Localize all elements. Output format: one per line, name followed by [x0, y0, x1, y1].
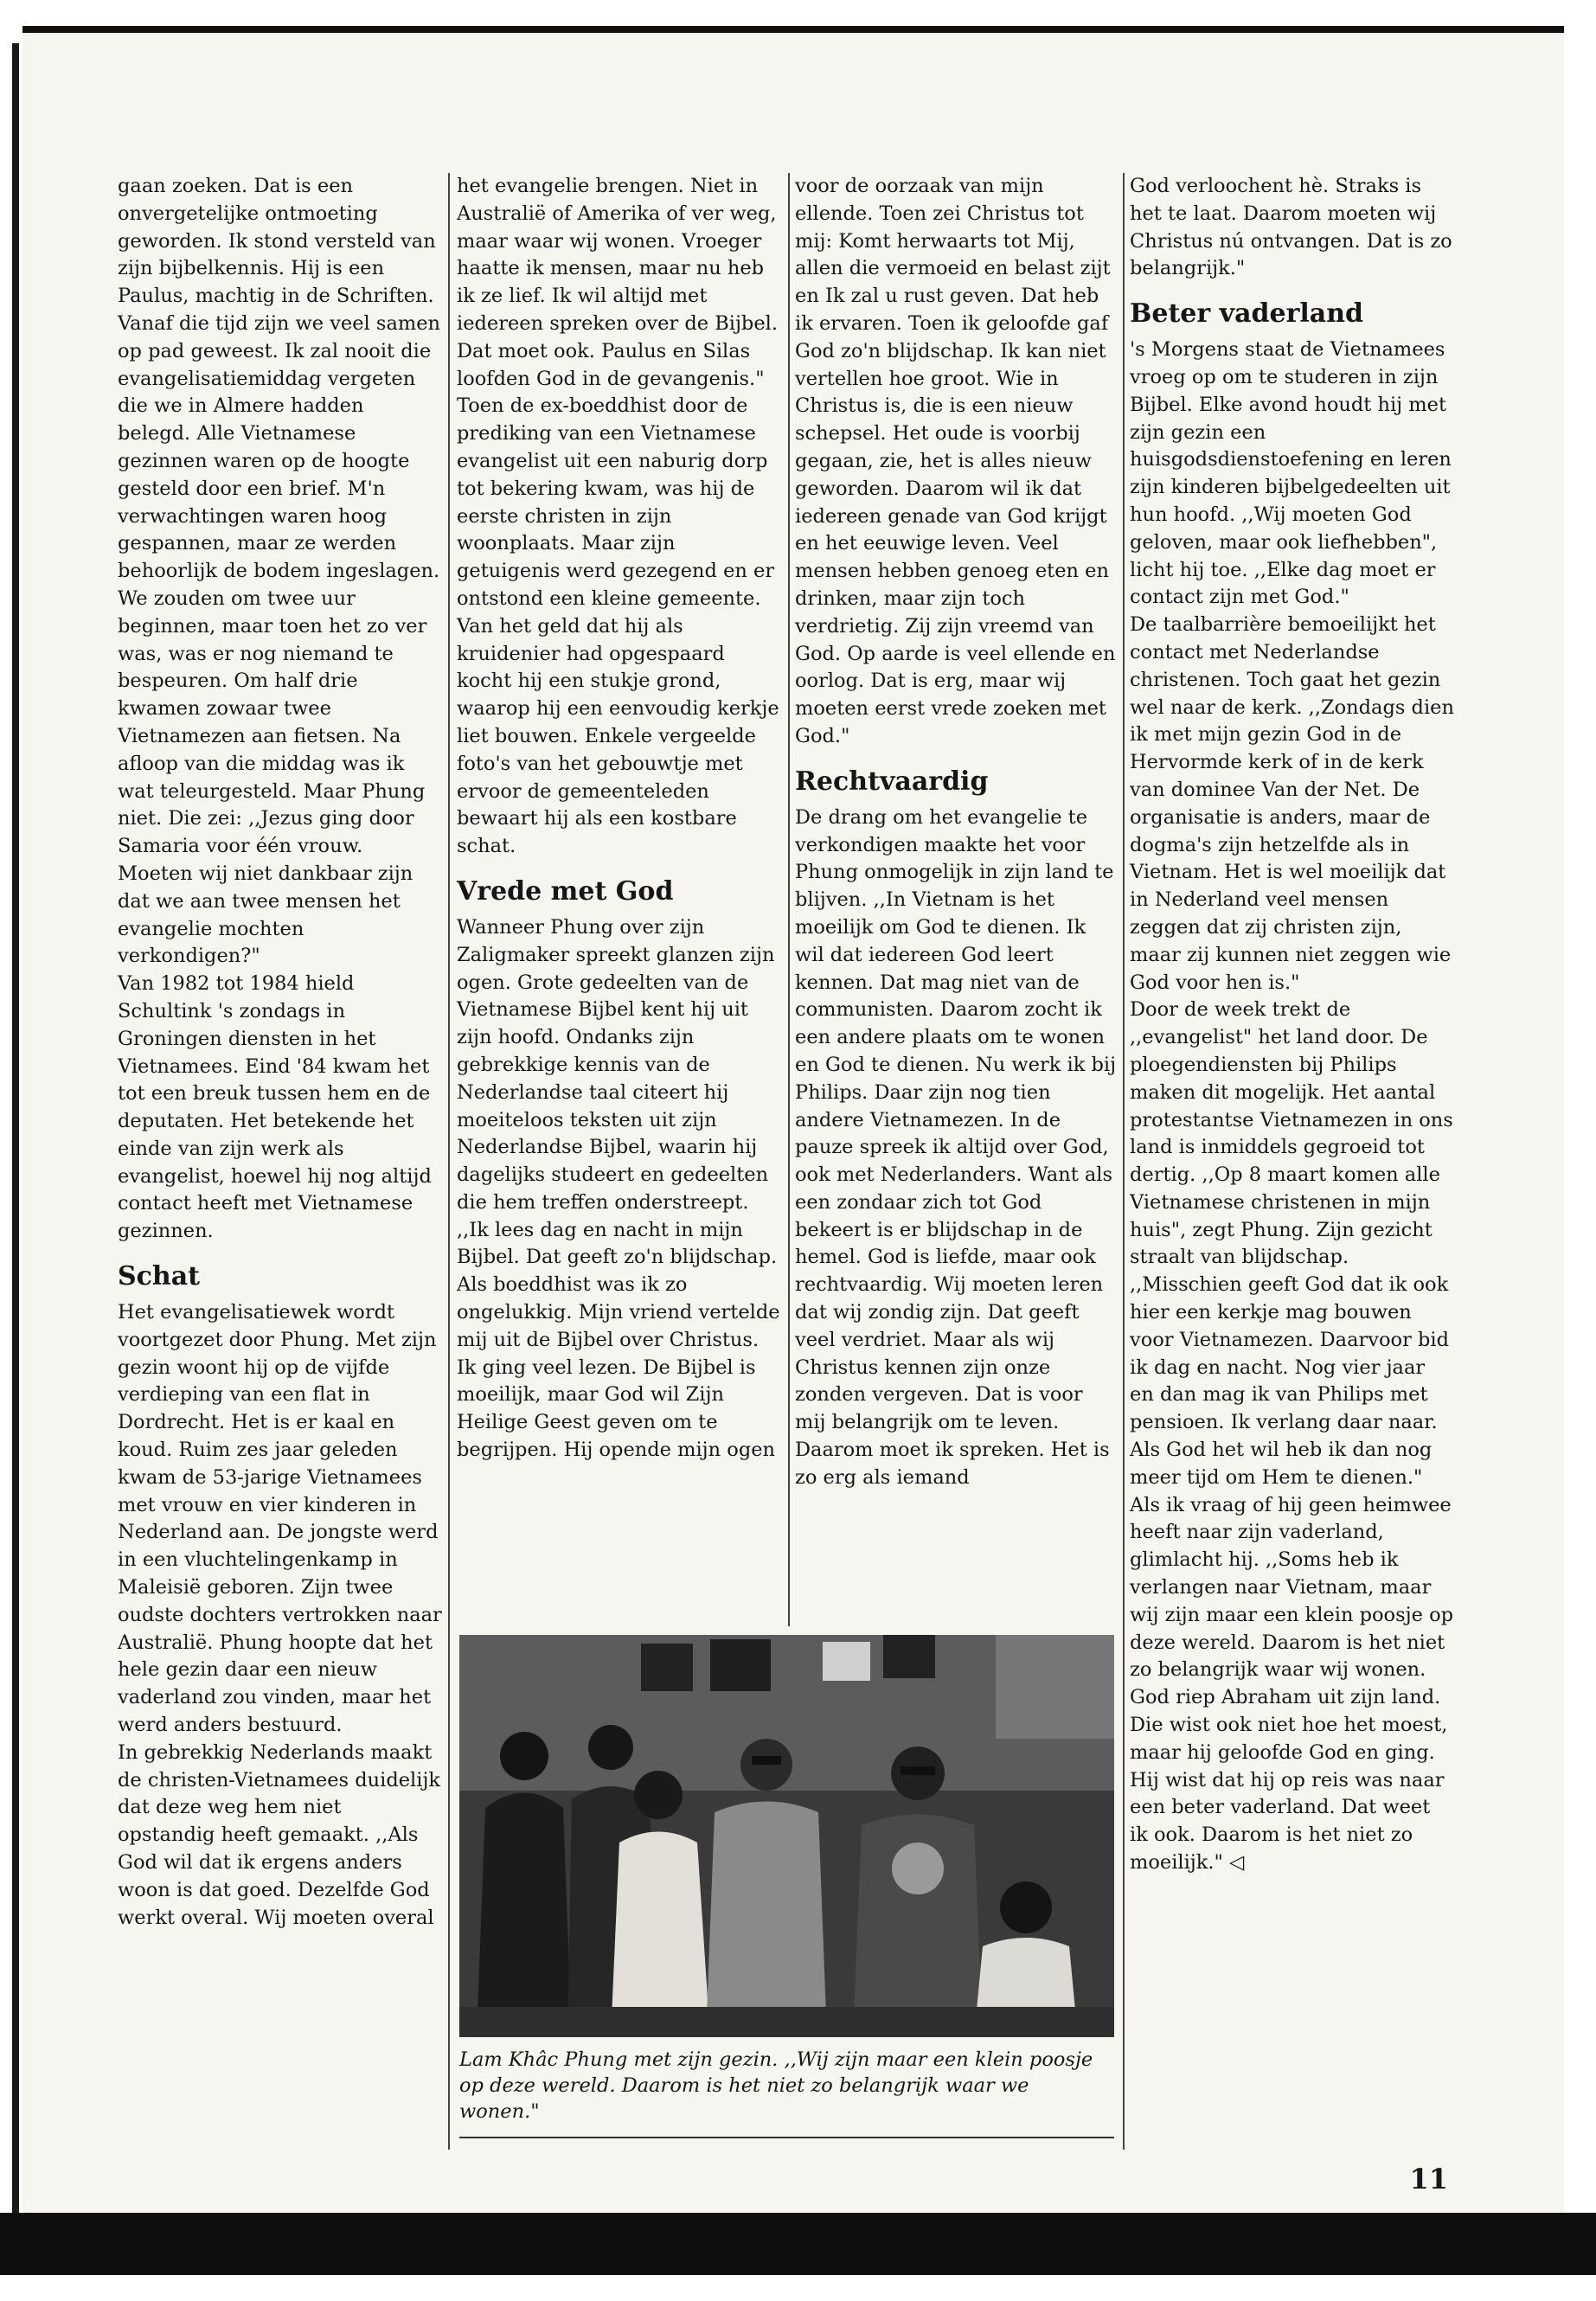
- caption-rule: [459, 2137, 1114, 2138]
- column-divider: [1123, 173, 1125, 2150]
- paragraph: God verloochent hè. Straks is het te laat. Daarom moeten wij Christus nú ontvangen. Dat is zo belangrijk.": [1130, 175, 1452, 280]
- paragraph: het evangelie brengen. Niet in Australië of Amerika of ver weg, maar waar wij wonen. Vroeger haatte ik mensen, maar nu heb ik ze lief. Ik wil altijd met iedereen spreken over de Bijbel. Dat moet ook. Paulus en Silas loofden God in de gevangenis.": [457, 175, 778, 390]
- paragraph: gaan zoeken. Dat is een onvergetelijke ontmoeting geworden. Ik stond versteld van zijn bijbelkennis. Hij is een Paulus, machtig in de Schriften.: [118, 175, 436, 308]
- magazine-page: [22, 26, 1564, 2239]
- column-4: [1130, 173, 1454, 1877]
- subheading-vrede: Vrede met God: [457, 875, 674, 907]
- paragraph: Van 1982 tot 1984 hield Schultink 's zondags in Groningen diensten in het Vietnamees. Eind '84 kwam het tot een breuk tussen hem en de deputaten. Het betekende het einde van zijn werk als evangelist, hoewel hij nog altijd contact heeft met Vietnamese gezinnen.: [118, 972, 432, 1243]
- paragraph: Het evangelisatiewek wordt voortgezet door Phung. Met zijn gezin woont hij op de vijfde verdieping van een flat in Dordrecht. Het is er kaal en koud. Ruim zes jaar geleden kwam de 53-jarige Vietnamees met vrouw en vier kinderen in Nederland aan. De jongste werd in een vluchtelingenkamp in Maleisië geboren. Zijn twee oudste dochters vertrokken naar Australië. Phung hoopte dat het hele gezin daar een nieuw vaderland zou vinden, maar het werd anders bestuurd.: [118, 1301, 442, 1737]
- column-1: [118, 173, 442, 1932]
- paragraph: 's Morgens staat de Vietnamees vroeg op om te studeren in zijn Bijbel. Elke avond houdt hij met zijn gezin een huisgodsdienstoefening en leren zijn kinderen bijbelgedeelten uit hun hoofd. ,,Wij moeten God geloven, maar ook liefhebben", licht hij toe. ,,Elke dag moet er contact zijn met God.": [1130, 338, 1452, 609]
- paragraph: De taalbarrière bemoeilijkt het contact met Nederlandse christenen. Toch gaat het gezin wel naar de kerk. ,,Zondags dien ik met mijn gezin God in de Hervormde kerk of in de kerk van dominee Van der Net. De organisatie is anders, maar de dogma's zijn hetzelfde als in Vietnam. Het is wel moeilijk dat in Nederland veel mensen zeggen dat zij christen zijn, maar zij kunnen niet zeggen wie God voor hen is.": [1130, 613, 1454, 994]
- page-number: 11: [1409, 2163, 1448, 2195]
- paragraph: voor de oorzaak van mijn ellende. Toen zei Christus tot mij: Komt herwaarts tot Mij, allen die vermoeid en belast zijt en Ik zal u rust geven. Dat heb ik ervaren. Toen ik geloofde gaf God zo'n blijdschap. Ik kan niet vertellen hoe groot. Wie in Christus is, die is een nieuw schepsel. Het oude is voorbij gegaan, zie, het is alles nieuw geworden. Daarom wil ik dat iedereen genade van God krijgt en het eeuwige leven. Veel mensen hebben genoeg eten en drinken, maar zijn toch verdrietig. Zij zijn vreemd van God. Op aarde is veel ellende en oorlog. Dat is erg, maar wij moeten eerst vrede zoeken met God.": [795, 175, 1116, 747]
- paragraph: Als ik vraag of hij geen heimwee heeft naar zijn vaderland, glimlacht hij. ,,Soms heb ik verlangen naar Vietnam, maar wij zijn maar een klein poosje op deze wereld. Daarom is het niet zo belangrijk waar wij wonen. God riep Abraham uit zijn land. Die wist ook niet hoe het moest, maar hij geloofde God en ging. Hij wist dat hij op reis was naar een beter vaderland. Dat weet ik ook. Daarom is het niet zo moeilijk." ◁: [1130, 1493, 1454, 1875]
- family-photo: [459, 1635, 1114, 2037]
- subheading-rechtvaardig: Rechtvaardig: [795, 766, 989, 797]
- column-divider: [788, 173, 790, 1626]
- paragraph: Vanaf die tijd zijn we veel samen op pad geweest. Ik zal nooit die evangelisatiemiddag vergeten die we in Almere hadden belegd. Alle Vietnamese gezinnen waren op de hoogte gesteld door een brief. M'n verwachtingen waren hoog gespannen, maar ze werden behoorlijk de bodem ingeslagen. We zouden om twee uur beginnen, maar toen het zo ver was, was er nog niemand te bespeuren. Om half drie kwamen zowaar twee Vietnamezen aan fietsen. Na afloop van die middag was ik wat teleurgesteld. Maar Phung niet. Die zei: ,,Jezus ging door Samaria voor één vrouw. Moeten wij niet dankbaar zijn dat we aan twee mensen het evangelie mochten verkondigen?": [118, 311, 441, 968]
- column-2: [457, 173, 781, 1465]
- paragraph: Door de week trekt de ,,evangelist" het land door. De ploegendiensten bij Philips maken dit mogelijk. Het aantal protestantse Vietnamezen in ons land is inmiddels gegroeid tot dertig. ,,Op 8 maart komen alle Vietnamese christenen in mijn huis", zegt Phung. Zijn gezicht straalt van blijdschap. ,,Misschien geeft God dat ik ook hier een kerkje mag bouwen voor Vietnamezen. Daarvoor bid ik dag en nacht. Nog vier jaar en dan mag ik van Philips met pensioen. Ik verlang daar naar. Als God het wil heb ik dan nog meer tijd om Hem te dienen.": [1130, 998, 1453, 1489]
- paragraph: Toen de ex-boeddhist door de prediking van een Vietnamese evangelist uit een naburig dorp tot bekering kwam, was hij de eerste christen in zijn woonplaats. Maar zijn getuigenis werd gezegend en er ontstond een kleine gemeente. Van het geld dat hij als kruidenier had opgespaard kocht hij een stukje grond, waarop hij een eenvoudig kerkje liet bouwen. Enkele vergeelde foto's van het gebouwtje met ervoor de gemeenteleden bewaart hij als een kostbare schat.: [457, 394, 779, 858]
- column-3: [795, 173, 1119, 1492]
- subheading-beter-vaderland: Beter vaderland: [1130, 298, 1363, 330]
- top-rule: [22, 26, 1564, 33]
- paragraph: De drang om het evangelie te verkondigen maakte het voor Phung onmogelijk in zijn land te blijven. ,,In Vietnam is het moeilijk om God te dienen. Ik wil dat iedereen God leert kennen. Dat mag niet van de communisten. Daarom zocht ik een andere plaats om te wonen en God te dienen. Nu werk ik bij Philips. Daar zijn nog tien andere Vietnamezen. In de pauze spreek ik altijd over God, ook met Nederlanders. Want als een zondaar zich tot God bekeert is er blijdschap in de hemel. God is liefde, maar ook rechtvaardig. Wij moeten leren dat wij zondig zijn. Dat geeft veel verdriet. Maar als wij Christus kennen zijn onze zonden vergeven. Dat is voor mij belangrijk om te leven. Daarom moet ik spreken. Het is zo erg als iemand: [795, 805, 1117, 1489]
- binding-edge: [12, 43, 19, 2232]
- subheading-schat: Schat: [118, 1261, 201, 1292]
- paragraph: In gebrekkig Nederlands maakt de christen-Vietnamees duidelijk dat deze weg hem niet opstandig heeft gemaakt. ,,Als God wil dat ik ergens anders woon is dat goed. Dezelfde God werkt overal. Wij moeten overal: [118, 1740, 441, 1929]
- paragraph: Wanneer Phung over zijn Zaligmaker spreekt glanzen zijn ogen. Grote gedeelten van de Vietnamese Bijbel kent hij uit zijn hoofd. Ondanks zijn gebrekkige kennis van de Nederlandse taal citeert hij moeiteloos teksten uit zijn Nederlandse Bijbel, waarin hij dagelijks studeert en gedeelten die hem treffen onderstreept.: [457, 915, 775, 1214]
- family-photo-image: [459, 1635, 1114, 2037]
- bottom-edge: [0, 2213, 1596, 2275]
- photo-caption: Lam Khâc Phung met zijn gezin. ,,Wij zijn maar een klein poosje op deze wereld. Daarom is het niet zo belangrijk waar we wonen.": [459, 2048, 1093, 2123]
- column-divider: [448, 173, 450, 2150]
- paragraph: ,,Ik lees dag en nacht in mijn Bijbel. Dat geeft zo'n blijdschap. Als boeddhist was ik zo ongelukkig. Mijn vriend vertelde mij uit de Bijbel over Christus. Ik ging veel lezen. De Bijbel is moeilijk, maar God wil Zijn Heilige Geest geven om te begrijpen. Hij opende mijn ogen: [457, 1218, 780, 1462]
